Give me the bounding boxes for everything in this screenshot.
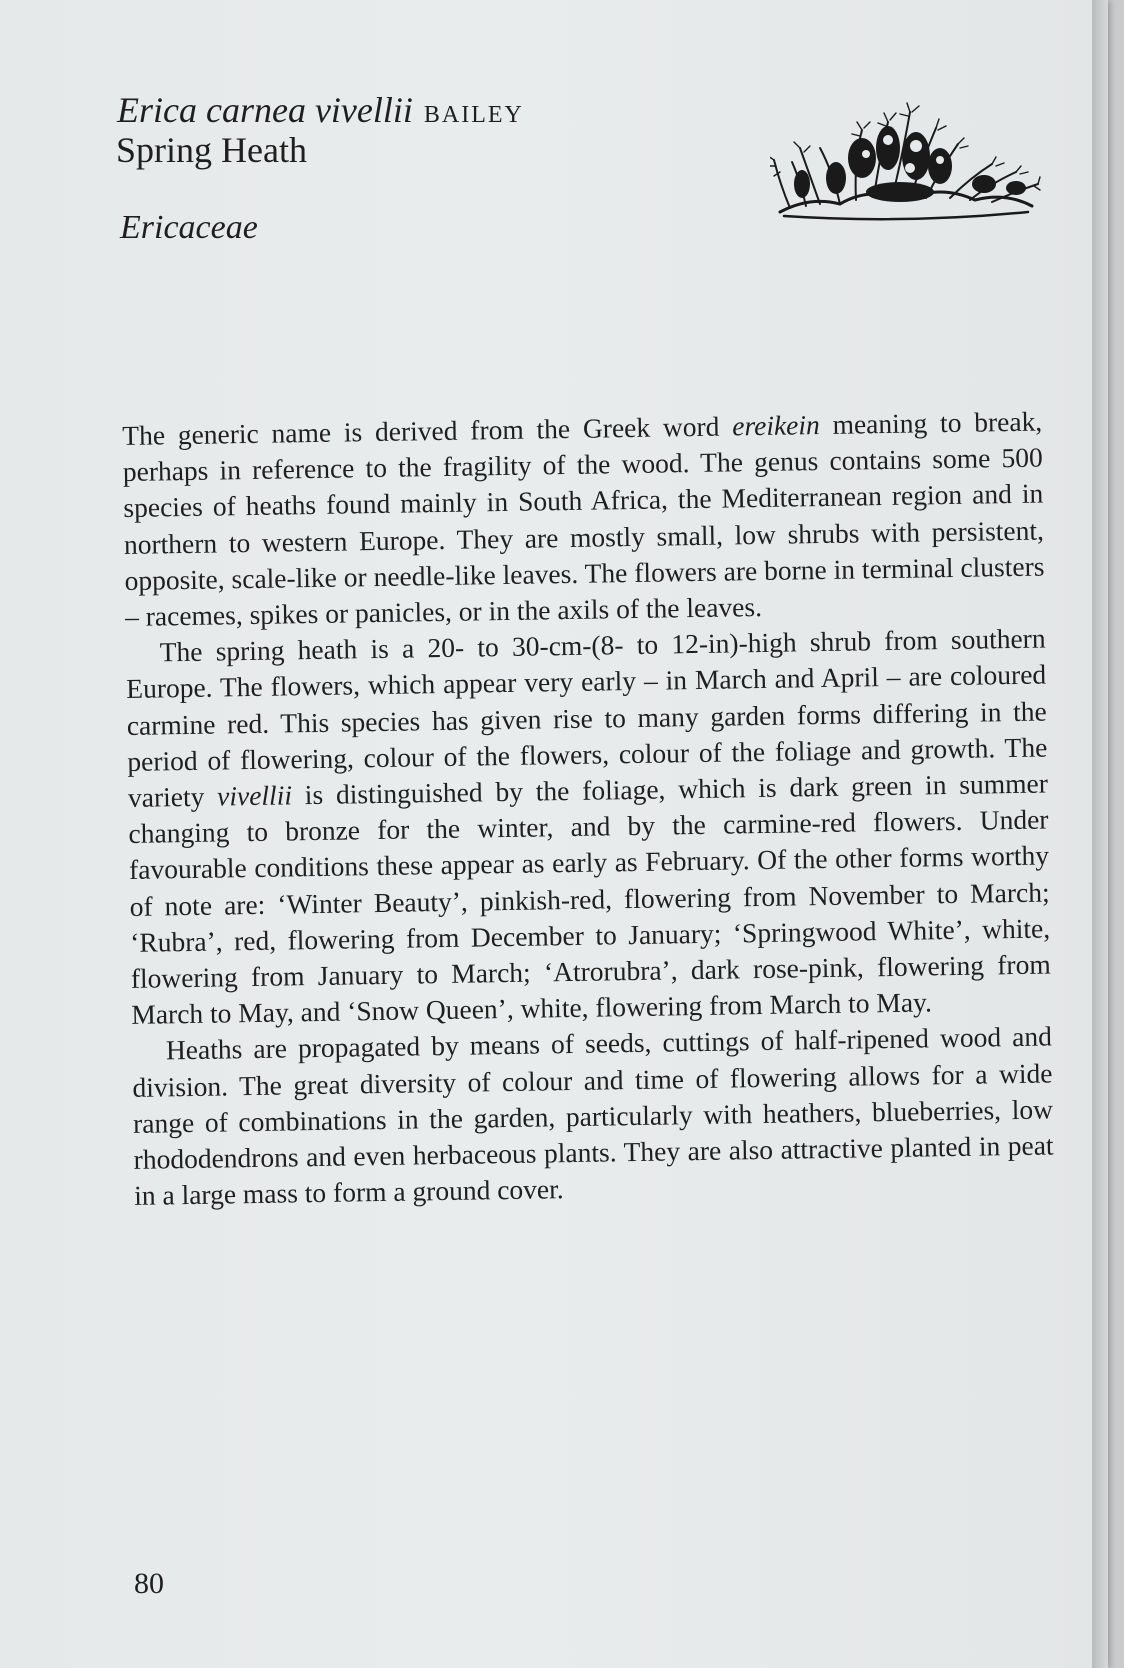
variety-name: vivellii	[216, 779, 293, 812]
authority: BAILEY	[423, 102, 524, 128]
heath-shrub-illustration	[770, 100, 1042, 234]
body-text	[122, 404, 1054, 1215]
page-edge	[1092, 0, 1108, 1668]
paragraph-spring-heath: The spring heath is a 20- to 30-cm-(8- to 12-in)-high shrub from southern Europe. The flowers, which appear very early – in March and April – are coloured carmine red. This species has given rise to many garden forms differing in the period of flowering, colour of the flowers, colour of the foliage and growth. The variety vivellii is distinguished by the foliage, which is dark green in summer changing to bronze for the winter, and by the carmine-red flowers. Under favourable conditions these appear as early as February. Of the other forms worthy of note are: ‘Winter Beauty’, pinkish-red, flowering from November to March; ‘Rubra’, red, flowering from December to January; ‘Springwood White’, white, flowering from January to March; ‘Atrorubra’, dark rose-pink, flowering from March to May, and ‘Snow Queen’, white, flowering from March to May.	[126, 622, 1051, 1031]
page-number: 80	[134, 1567, 164, 1600]
paragraph-genus: The generic name is derived from the Greek word ereikein meaning to break, perhaps in reference to the fragility of the wood. The genus contains some 500 species of heaths found mainly in South Africa, the Mediterranean region and in northern to western Europe. They are mostly small, low shrubs with persistent, opposite, scale-like or needle-like leaves. The flowers are borne in terminal clusters – racemes, spikes or panicles, or in the axils of the leaves.	[122, 405, 1045, 632]
greek-word: ereikein	[731, 409, 820, 442]
common-name: Spring Heath	[116, 130, 307, 170]
family-name: Ericaceae	[120, 209, 258, 246]
paragraph-propagation: Heaths are propagated by means of seeds, cuttings of half-ripened wood and division. The great diversity of colour and time of flowering allows for a wide range of combinations in the garden, particularly with heathers, blueberries, low rhododendrons and even herbaceous plants. They are also attractive planted in peat in a large mass to form a ground cover.	[132, 1020, 1054, 1212]
scientific-name: Erica carnea vivellii	[117, 90, 413, 130]
